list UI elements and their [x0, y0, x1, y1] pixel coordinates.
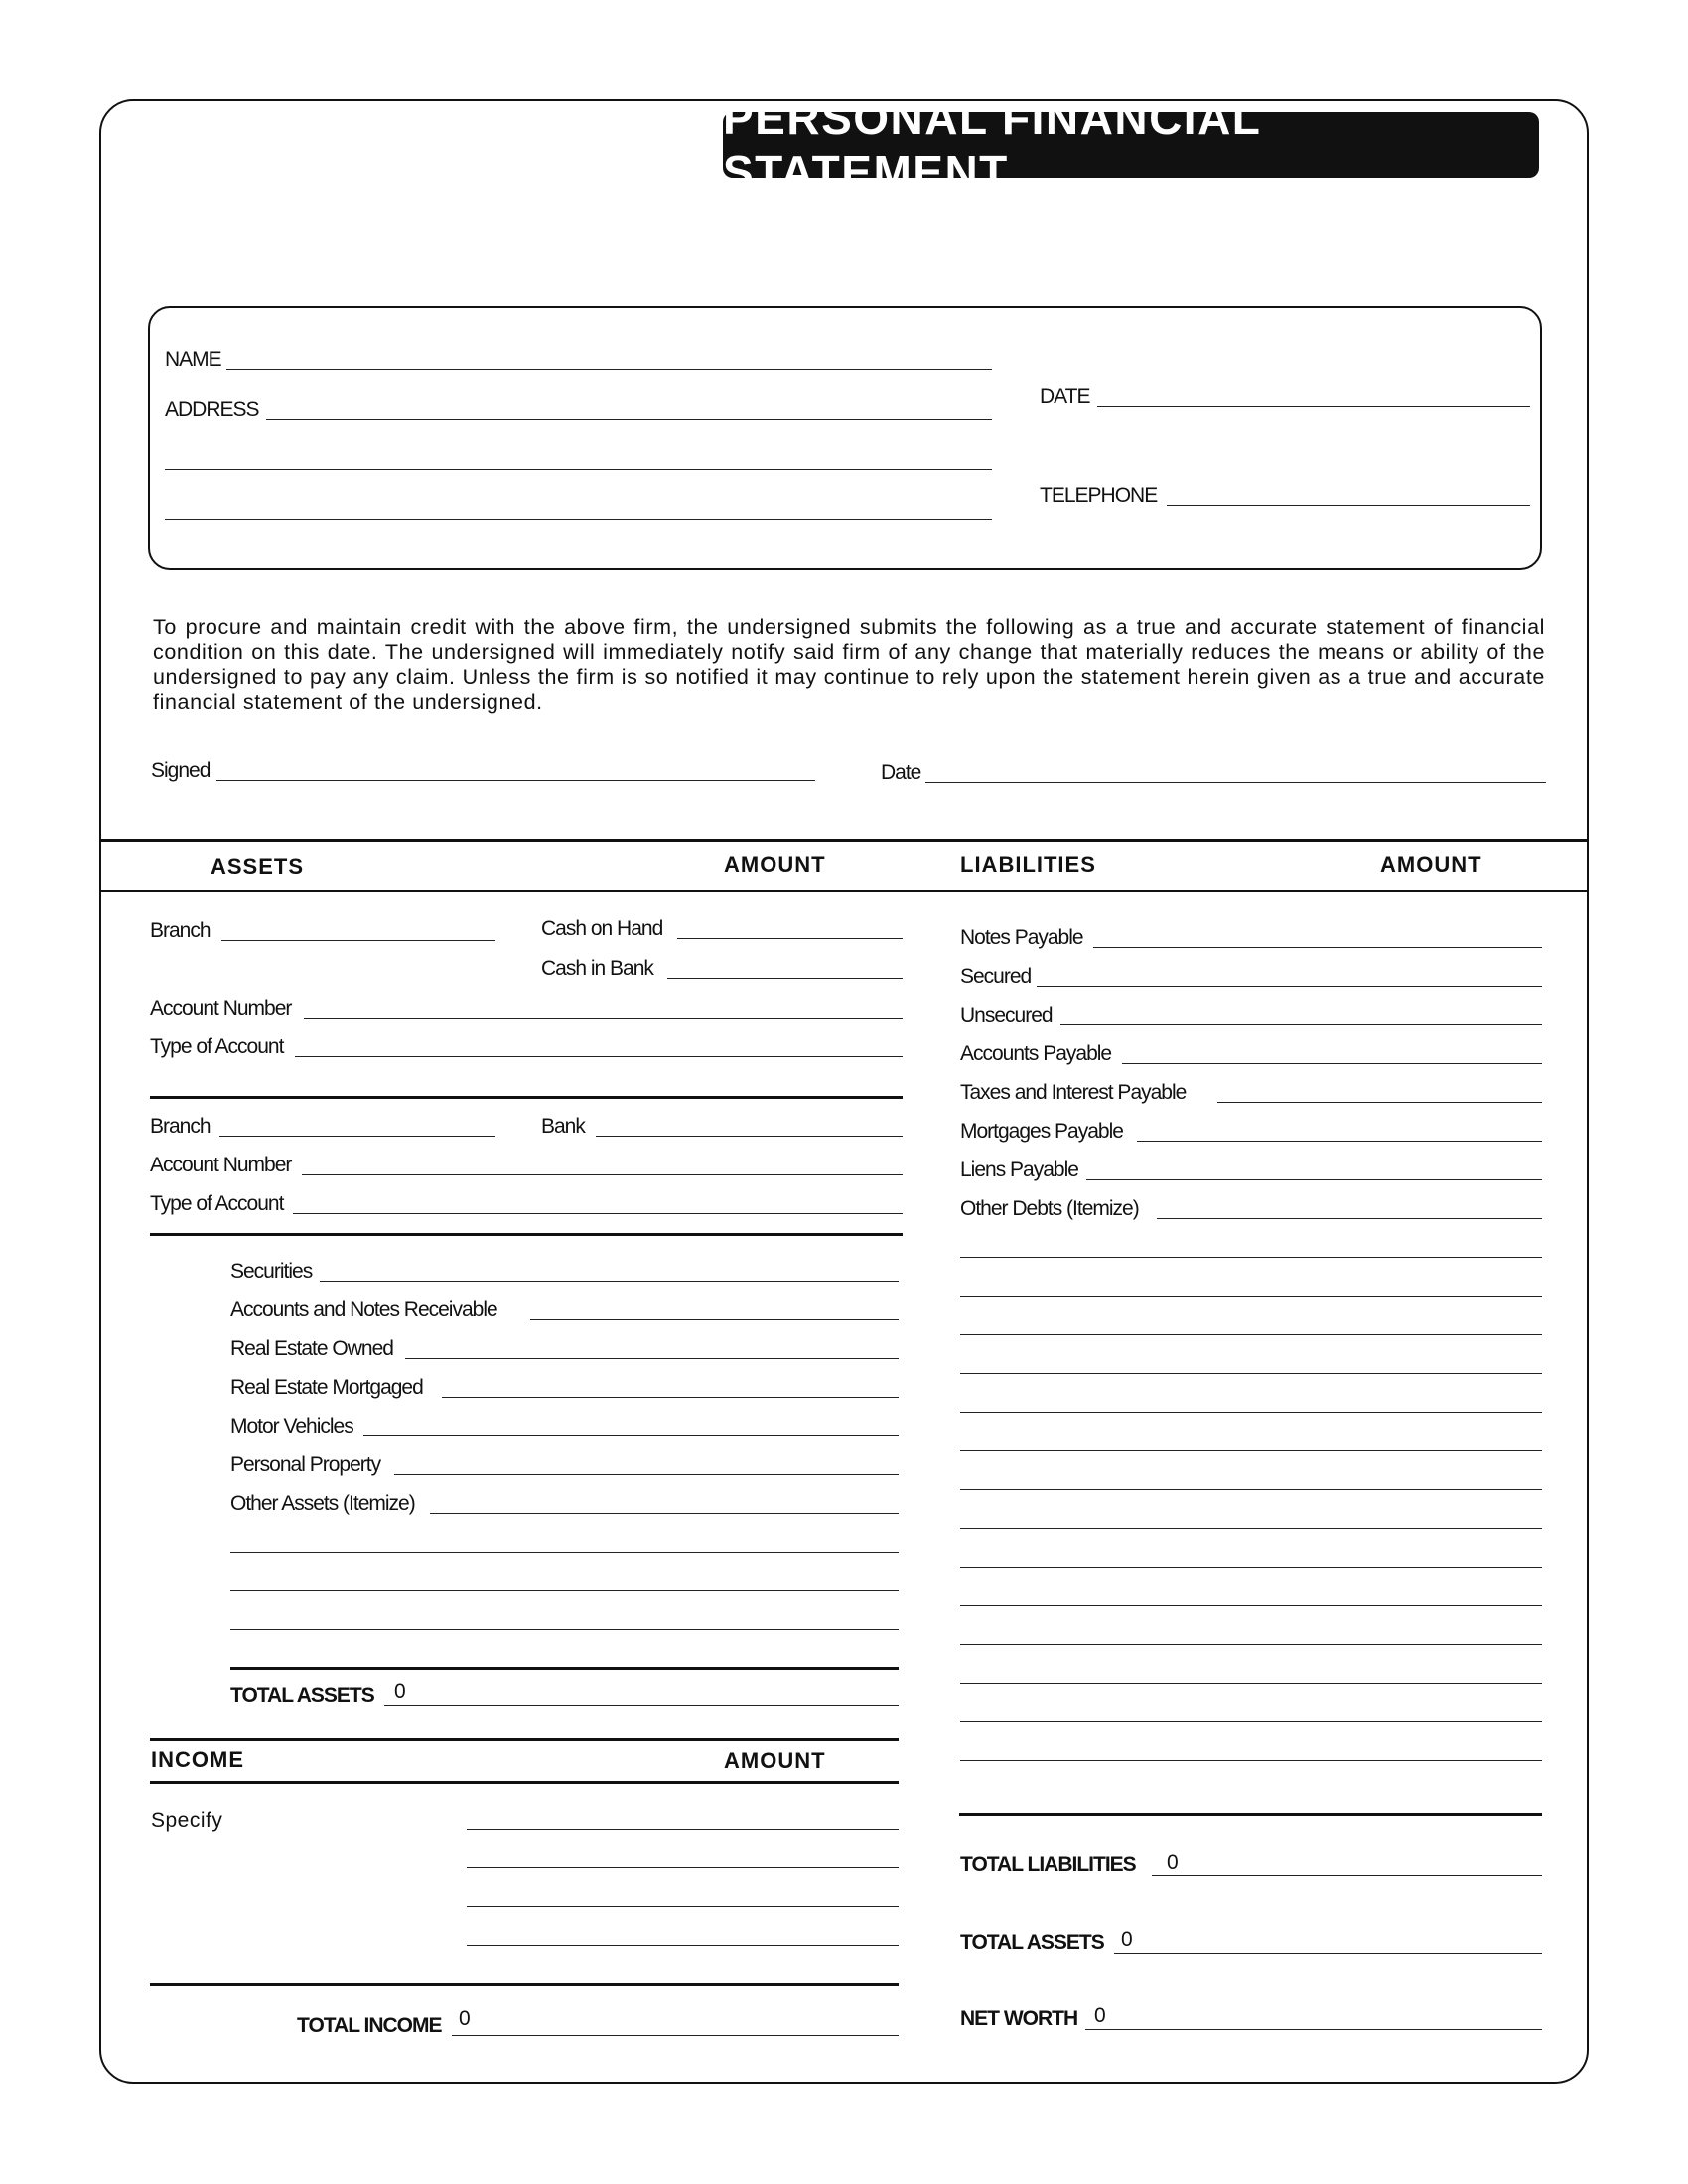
asset-item-label: Personal Property	[230, 1453, 381, 1476]
liability-item-field[interactable]	[1217, 1102, 1542, 1103]
liability-item-field[interactable]	[1037, 986, 1542, 987]
net-worth-field[interactable]	[1085, 2029, 1542, 2030]
address-field-line-3[interactable]	[165, 519, 992, 520]
header-band-bottom-rule	[100, 890, 1588, 892]
bank1-account-number-field[interactable]	[304, 1018, 903, 1019]
bank-field[interactable]	[596, 1136, 903, 1137]
asset-item-field[interactable]	[363, 1435, 899, 1436]
bank1-branch-field[interactable]	[221, 940, 495, 941]
signed-label: Signed	[151, 759, 211, 782]
bank1-account-number-label: Account Number	[150, 997, 292, 1020]
statement-paragraph: To procure and maintain credit with the above firm, the undersigned submits the following as a true and accurate statement of financial condition on this date. The undersigned will immediately notify said firm of any change that materially reduces the means or ability of the undersigned to pay any claim. Unless the firm is so notified it may continue to rely upon the statement herein given as a true and accurate financial statement of the undersigned.	[153, 615, 1545, 714]
asset-item-field[interactable]	[430, 1513, 899, 1514]
liability-item-label: Unsecured	[960, 1004, 1053, 1026]
other-debts-line[interactable]	[960, 1567, 1542, 1568]
total-assets-label: TOTAL ASSETS	[230, 1684, 374, 1706]
liability-item-label: Liens Payable	[960, 1159, 1078, 1181]
income-line[interactable]	[467, 1867, 899, 1868]
income-amount-header: AMOUNT	[724, 1748, 826, 1773]
liability-item-field[interactable]	[1137, 1141, 1542, 1142]
liabilities-column-header: LIABILITIES	[960, 852, 1096, 877]
other-assets-line[interactable]	[230, 1629, 899, 1630]
liability-item-label: Taxes and Interest Payable	[960, 1081, 1187, 1104]
asset-item-field[interactable]	[530, 1319, 899, 1320]
total-assets-value: 0	[394, 1680, 406, 1703]
income-header-rule	[150, 1781, 899, 1784]
liabilities-total-assets-value: 0	[1121, 1928, 1133, 1951]
bank2-account-number-label: Account Number	[150, 1154, 292, 1176]
date-field[interactable]	[1097, 406, 1530, 407]
asset-item-label: Motor Vehicles	[230, 1415, 353, 1437]
total-liabilities-value: 0	[1167, 1851, 1179, 1874]
cash-in-bank-label: Cash in Bank	[541, 957, 653, 980]
income-top-rule	[150, 1738, 899, 1741]
other-debts-line[interactable]	[960, 1450, 1542, 1451]
net-worth-value: 0	[1094, 2004, 1106, 2027]
income-line[interactable]	[467, 1829, 899, 1830]
other-debts-line[interactable]	[960, 1373, 1542, 1374]
bank2-divider	[150, 1233, 903, 1236]
address-field-line-2[interactable]	[165, 469, 992, 470]
header-info-box	[148, 306, 1542, 570]
liability-item-field[interactable]	[1093, 947, 1542, 948]
income-header: INCOME	[151, 1747, 244, 1772]
bank-label: Bank	[541, 1115, 585, 1138]
asset-item-label: Real Estate Owned	[230, 1337, 393, 1360]
liability-item-field[interactable]	[1157, 1218, 1542, 1219]
cash-on-hand-label: Cash on Hand	[541, 917, 663, 940]
date-label: DATE	[1040, 385, 1090, 408]
bank2-type-of-account-field[interactable]	[293, 1213, 903, 1214]
address-label: ADDRESS	[165, 398, 259, 421]
other-debts-line[interactable]	[960, 1412, 1542, 1413]
other-assets-line[interactable]	[230, 1552, 899, 1553]
liabilities-total-assets-field[interactable]	[1114, 1953, 1542, 1954]
specify-label: Specify	[151, 1809, 223, 1832]
bank1-branch-label: Branch	[150, 919, 211, 942]
total-assets-field[interactable]	[384, 1705, 899, 1706]
bank2-type-of-account-label: Type of Account	[150, 1192, 284, 1215]
telephone-label: TELEPHONE	[1040, 484, 1158, 507]
other-debts-line[interactable]	[960, 1605, 1542, 1606]
name-field[interactable]	[226, 369, 992, 370]
other-debts-line[interactable]	[960, 1721, 1542, 1722]
header-band-top-rule	[100, 839, 1588, 842]
asset-item-label: Securities	[230, 1260, 313, 1283]
name-label: NAME	[165, 348, 221, 371]
other-assets-line[interactable]	[230, 1590, 899, 1591]
liabilities-total-rule	[959, 1813, 1542, 1816]
liability-item-label: Secured	[960, 965, 1032, 988]
liabilities-total-assets-label: TOTAL ASSETS	[960, 1931, 1104, 1954]
other-debts-line[interactable]	[960, 1760, 1542, 1761]
asset-item-field[interactable]	[394, 1474, 899, 1475]
bank2-branch-label: Branch	[150, 1115, 211, 1138]
other-debts-line[interactable]	[960, 1334, 1542, 1335]
income-line[interactable]	[467, 1945, 899, 1946]
asset-item-field[interactable]	[442, 1397, 899, 1398]
liability-item-label: Notes Payable	[960, 926, 1083, 949]
signed-field[interactable]	[216, 780, 815, 781]
income-line[interactable]	[467, 1906, 899, 1907]
liability-item-label: Other Debts (Itemize)	[960, 1197, 1139, 1220]
other-debts-line[interactable]	[960, 1528, 1542, 1529]
asset-item-field[interactable]	[405, 1358, 899, 1359]
asset-item-field[interactable]	[320, 1281, 899, 1282]
cash-in-bank-field[interactable]	[667, 978, 903, 979]
liability-item-label: Mortgages Payable	[960, 1120, 1123, 1143]
net-worth-label: NET WORTH	[960, 2007, 1078, 2030]
other-debts-line[interactable]	[960, 1644, 1542, 1645]
bank2-account-number-field[interactable]	[302, 1174, 903, 1175]
income-total-rule	[150, 1983, 899, 1986]
bank1-type-of-account-field[interactable]	[295, 1056, 903, 1057]
liability-item-field[interactable]	[1086, 1179, 1542, 1180]
assets-amount-column-header: AMOUNT	[724, 852, 826, 877]
asset-item-label: Accounts and Notes Receivable	[230, 1298, 497, 1321]
signature-date-label: Date	[881, 761, 921, 784]
assets-column-header: ASSETS	[211, 854, 305, 879]
telephone-field[interactable]	[1167, 505, 1530, 506]
other-debts-line[interactable]	[960, 1257, 1542, 1258]
form-title: PERSONAL FINANCIAL STATEMENT	[723, 112, 1539, 178]
signature-date-field[interactable]	[925, 782, 1546, 783]
cash-on-hand-field[interactable]	[677, 938, 903, 939]
liability-item-label: Accounts Payable	[960, 1042, 1112, 1065]
other-debts-line[interactable]	[960, 1296, 1542, 1297]
total-liabilities-field[interactable]	[1152, 1875, 1542, 1876]
address-field-line-1[interactable]	[266, 419, 992, 420]
liability-item-field[interactable]	[1122, 1063, 1542, 1064]
liability-item-field[interactable]	[1060, 1024, 1542, 1025]
asset-item-label: Other Assets (Itemize)	[230, 1492, 415, 1515]
liabilities-amount-column-header: AMOUNT	[1380, 852, 1482, 877]
other-debts-line[interactable]	[960, 1489, 1542, 1490]
total-income-value: 0	[459, 2007, 471, 2030]
asset-item-label: Real Estate Mortgaged	[230, 1376, 423, 1399]
other-debts-line[interactable]	[960, 1683, 1542, 1684]
total-liabilities-label: TOTAL LIABILITIES	[960, 1853, 1136, 1876]
bank1-divider	[150, 1096, 903, 1099]
total-income-field[interactable]	[452, 2035, 899, 2036]
bank1-type-of-account-label: Type of Account	[150, 1035, 284, 1058]
assets-total-rule	[230, 1667, 899, 1670]
total-income-label: TOTAL INCOME	[297, 2014, 442, 2037]
bank2-branch-field[interactable]	[219, 1136, 495, 1137]
